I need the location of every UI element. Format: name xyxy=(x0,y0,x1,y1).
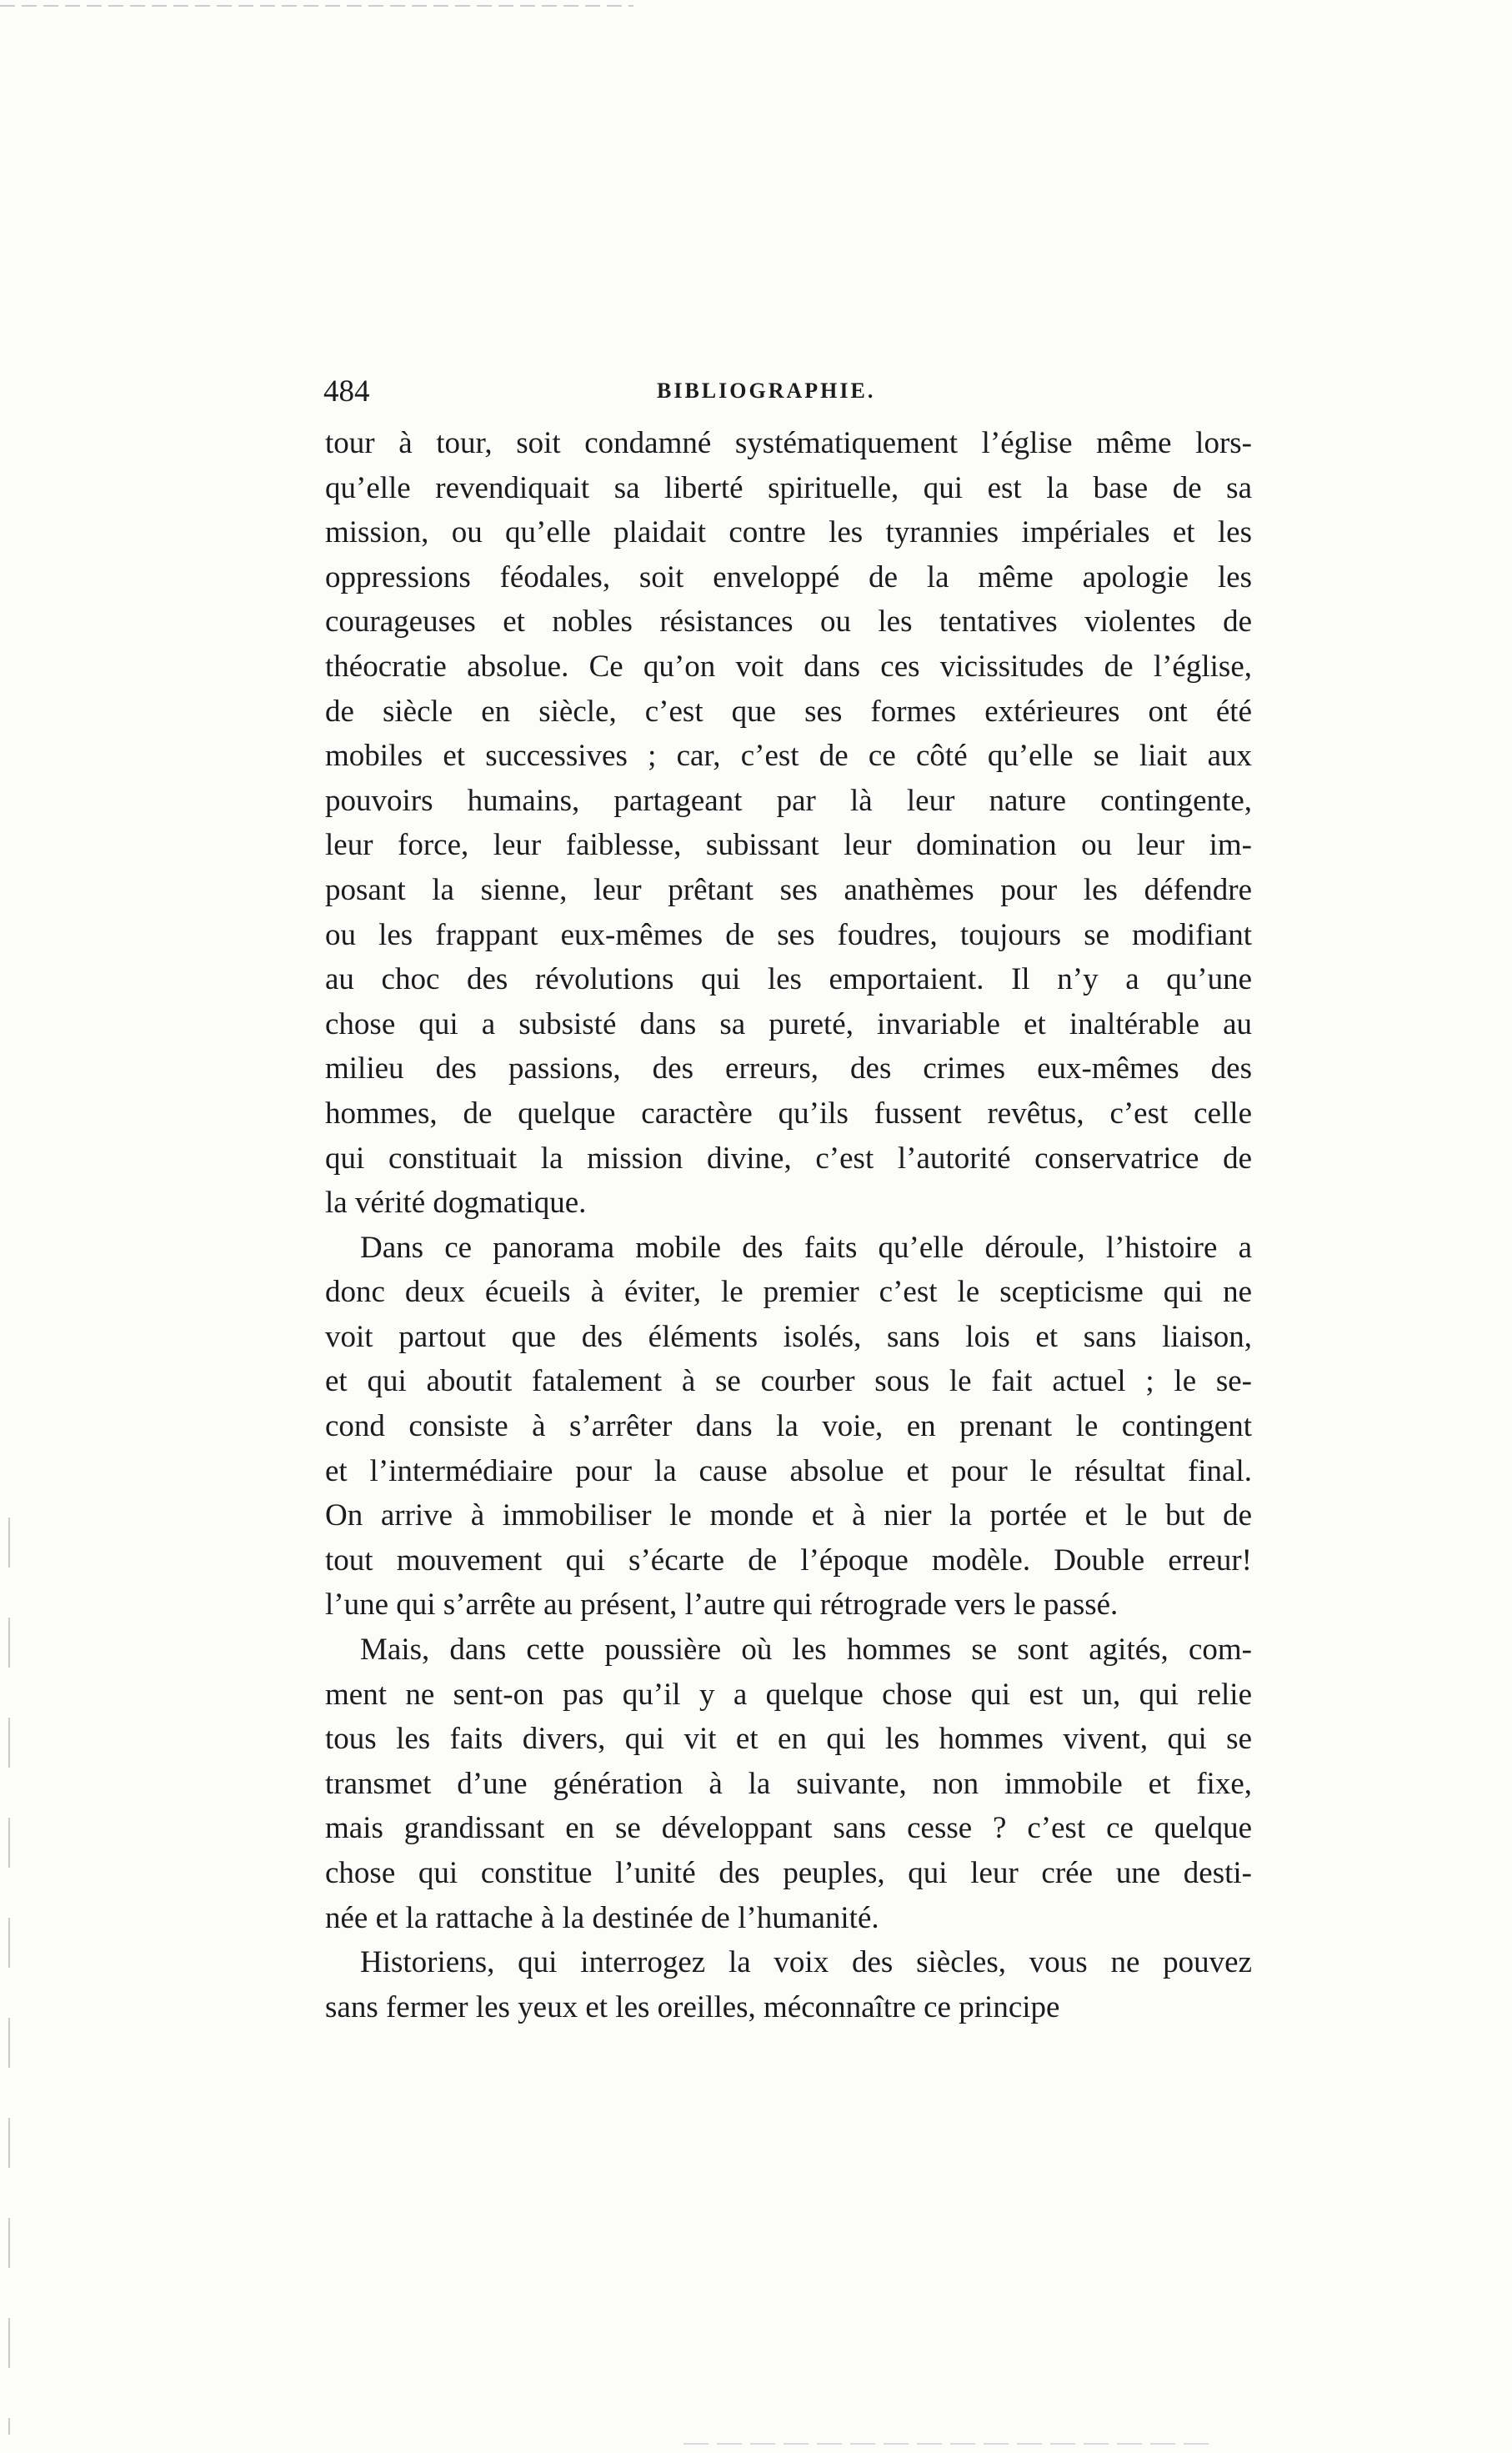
text-line: au choc des révolutions qui les emportaient. Il n’y a qu’une xyxy=(325,962,1252,997)
text-line: courageuses et nobles résistances ou les tentatives violentes de xyxy=(325,604,1252,640)
text-line: née et la rattache à la destinée de l’humanité. xyxy=(325,1900,879,1935)
text-line: et qui aboutit fatalement à se courber sous le fait actuel ; le se- xyxy=(325,1364,1252,1399)
text-line: chose qui constitue l’unité des peuples, qui leur crée une desti- xyxy=(325,1856,1252,1890)
scan-artifact-top xyxy=(0,5,633,7)
text-line: l’une qui s’arrête au présent, l’autre qui rétrograde vers le passé. xyxy=(325,1588,1119,1623)
text-line: sans fermer les yeux et les oreilles, méconnaître ce principe xyxy=(325,1989,1060,2024)
paragraph xyxy=(325,1940,1252,2029)
text-line: milieu des passions, des erreurs, des crimes eux-mêmes des xyxy=(325,1051,1252,1086)
text-line: posant la sienne, leur prêtant ses anathèmes pour les défendre xyxy=(325,872,1252,907)
running-head xyxy=(323,374,1252,424)
text-line: ou les frappant eux-mêmes de ses foudres, toujours se modifiant xyxy=(325,917,1252,952)
text-line: Historiens, qui interrogez la voix des siècles, vous ne pouvez xyxy=(360,1945,1252,1980)
scan-artifact-bottom xyxy=(683,2443,1217,2445)
text-line: ment ne sent-on pas qu’il y a quelque chose qui est un, qui relie xyxy=(325,1677,1252,1712)
text-line: On arrive à immobiliser le monde et à nier la portée et le but de xyxy=(325,1498,1252,1533)
paragraph xyxy=(325,421,1252,1226)
text-line: tour à tour, soit condamné systématiquement l’église même lors- xyxy=(325,426,1252,460)
running-title: BIBLIOGRAPHIE. xyxy=(657,379,876,403)
text-line: transmet d’une génération à la suivante, non immobile et fixe, xyxy=(325,1766,1252,1801)
text-line: hommes, de quelque caractère qu’ils fussent revêtus, c’est celle xyxy=(325,1096,1252,1131)
text-line: pouvoirs humains, partageant par là leur nature contingente, xyxy=(325,783,1252,818)
text-line: de siècle en siècle, c’est que ses formes extérieures ont été xyxy=(325,694,1252,729)
text-line: mais grandissant en se développant sans cesse ? c’est ce quelque xyxy=(325,1811,1252,1846)
page-number: 484 xyxy=(323,374,370,409)
text-line: théocratie absolue. Ce qu’on voit dans ces vicissitudes de l’église, xyxy=(325,649,1252,684)
text-line: mission, ou qu’elle plaidait contre les tyrannies impériales et les xyxy=(325,515,1252,550)
text-line: tout mouvement qui s’écarte de l’époque modèle. Double erreur! xyxy=(325,1543,1252,1578)
text-line: Dans ce panorama mobile des faits qu’elle déroule, l’histoire a xyxy=(360,1230,1252,1265)
scan-artifact-left-edge xyxy=(8,1517,10,2435)
text-line: chose qui a subsisté dans sa pureté, invariable et inaltérable au xyxy=(325,1006,1252,1041)
text-line: la vérité dogmatique. xyxy=(325,1186,587,1221)
text-line: qu’elle revendiquait sa liberté spirituelle, qui est la base de sa xyxy=(325,470,1252,505)
text-line: voit partout que des éléments isolés, sans lois et sans liaison, xyxy=(325,1319,1252,1354)
text-line: tous les faits divers, qui vit et en qui les hommes vivent, qui se xyxy=(325,1722,1252,1757)
text-line: leur force, leur faiblesse, subissant leur domination ou leur im- xyxy=(325,828,1252,863)
text-line: qui constituait la mission divine, c’est l’autorité conservatrice de xyxy=(325,1141,1252,1176)
text-line: oppressions féodales, soit enveloppé de la même apologie les xyxy=(325,559,1252,594)
text-line: mobiles et successives ; car, c’est de ce côté qu’elle se liait aux xyxy=(325,739,1252,774)
paragraph xyxy=(325,1628,1252,1940)
text-line: et l’intermédiaire pour la cause absolue et pour le résultat final. xyxy=(325,1453,1252,1488)
text-line: Mais, dans cette poussière où les hommes se sont agités, com- xyxy=(360,1633,1252,1668)
body-text xyxy=(325,421,1252,2029)
text-line: cond consiste à s’arrêter dans la voie, en prenant le contingent xyxy=(325,1409,1252,1444)
paragraph xyxy=(325,1226,1252,1628)
text-line: donc deux écueils à éviter, le premier c’est le scepticisme qui ne xyxy=(325,1275,1252,1310)
